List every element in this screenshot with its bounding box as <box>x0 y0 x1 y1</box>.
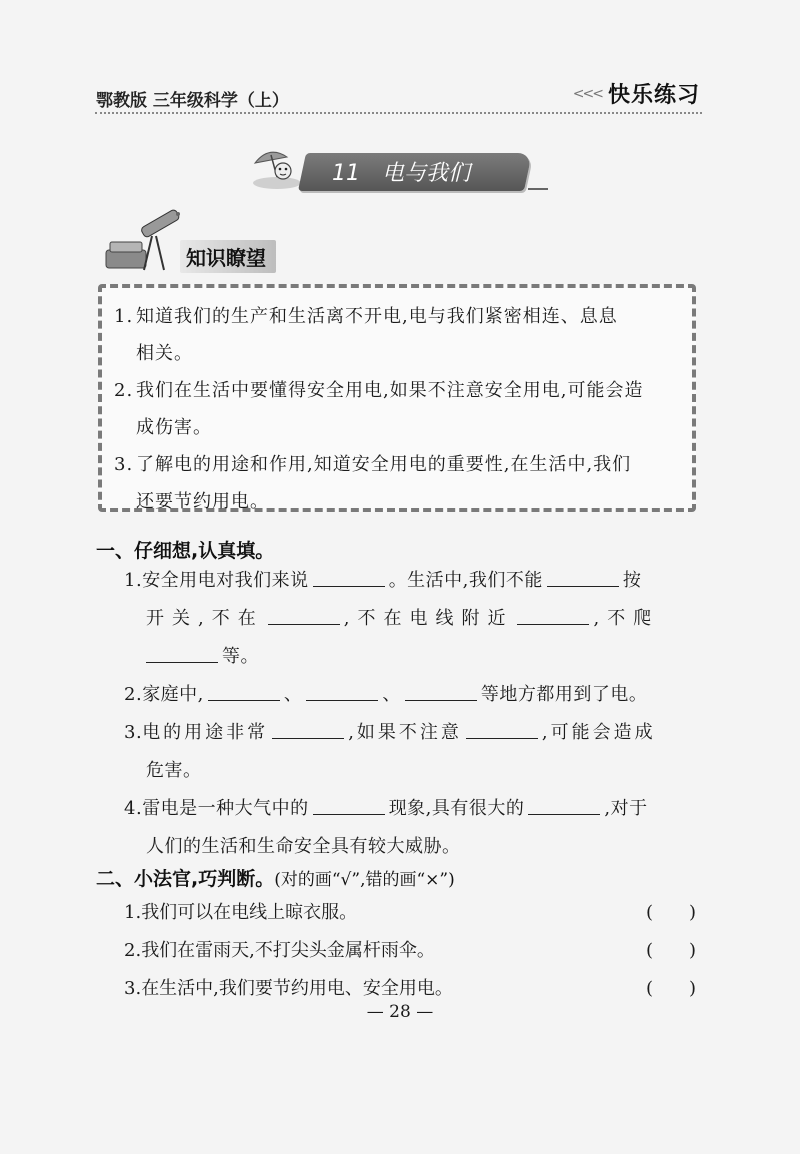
answer-blank[interactable] <box>405 676 477 701</box>
page-number: — 28 — <box>366 1002 434 1022</box>
section-fill-title: 一、仔细想,认真填。 <box>96 540 275 562</box>
answer-parentheses[interactable]: ( ) <box>645 902 696 923</box>
answer-blank[interactable] <box>517 600 589 625</box>
question-text: ,对于 <box>604 798 648 819</box>
question-text: ,如果不注意 <box>348 722 462 743</box>
answer-blank[interactable] <box>208 676 280 701</box>
question-text: 我们在雷雨天,不打尖头金属杆雨伞。 <box>141 940 435 961</box>
question-text: ,可能会造成 <box>541 722 656 743</box>
question-4 <box>124 790 696 866</box>
question-2 <box>124 676 696 714</box>
question-number: 1. <box>124 902 142 923</box>
question-text: 我们可以在电线上晾衣服。 <box>141 902 358 923</box>
item-line: 相关。 <box>136 343 193 364</box>
question-3 <box>124 714 696 790</box>
lesson-heading <box>332 158 470 190</box>
question-number: 3. <box>124 722 143 743</box>
question-number: 1. <box>124 570 143 591</box>
question-text: 安全用电对我们来说 <box>142 570 309 591</box>
knowledge-item <box>114 372 678 446</box>
question-text: 危害。 <box>146 760 202 781</box>
question-number: 4. <box>124 798 143 819</box>
series-label: 快乐练习 <box>607 83 700 108</box>
telescope-icon <box>100 208 186 274</box>
question-text: 雷电是一种大气中的 <box>142 798 309 819</box>
answer-blank[interactable] <box>306 676 378 701</box>
answer-blank[interactable] <box>466 714 538 739</box>
answer-blank[interactable] <box>528 790 600 815</box>
section-judge-title <box>96 864 455 891</box>
lesson-title: 电与我们 <box>382 161 471 186</box>
knowledge-item <box>114 298 678 372</box>
knowledge-item <box>114 446 678 520</box>
answer-blank[interactable] <box>547 562 619 587</box>
book-title: 鄂教版 三年级科学（上） <box>96 91 289 111</box>
question-text: ,不在电线附近 <box>343 608 514 629</box>
question-text: 电的用途非常 <box>142 722 269 743</box>
question-text: 等地方都用到了电。 <box>480 684 648 705</box>
question-text: 人们的生活和生命安全具有较大威胁。 <box>146 836 461 857</box>
item-line: 知道我们的生产和生活离不开电,电与我们紧密相连、息息 <box>136 306 618 327</box>
item-number: 2. <box>114 380 134 401</box>
chevrons-icon: <<< <box>572 85 602 102</box>
knowledge-heading: 知识瞭望 <box>180 240 276 273</box>
series-title <box>573 78 700 109</box>
banner-underline <box>528 188 548 190</box>
question-text: ,不爬 <box>593 608 660 629</box>
item-line: 我们在生活中要懂得安全用电,如果不注意安全用电,可能会造 <box>136 380 644 401</box>
question-text: 开关,不在 <box>146 608 264 629</box>
question-number: 2. <box>124 940 142 961</box>
umbrella-cartoon-icon <box>247 143 307 191</box>
question-number: 3. <box>124 978 142 999</box>
answer-blank[interactable] <box>272 714 344 739</box>
section-judge-note: (对的画“√”,错的画“×”) <box>274 870 455 890</box>
question-number: 2. <box>124 684 143 705</box>
question-text: 等。 <box>222 646 259 667</box>
answer-blank[interactable] <box>313 790 385 815</box>
question-text: 家庭中, <box>142 684 204 705</box>
header-divider <box>95 112 702 114</box>
item-number: 1. <box>114 306 134 327</box>
answer-blank[interactable] <box>146 638 218 663</box>
question-1 <box>124 562 696 676</box>
answer-parentheses[interactable]: ( ) <box>645 940 696 961</box>
knowledge-box <box>98 284 696 512</box>
question-text: 现象,具有很大的 <box>388 798 525 819</box>
answer-blank[interactable] <box>313 562 385 587</box>
item-line: 了解电的用途和作用,知道安全用电的重要性,在生活中,我们 <box>136 454 632 475</box>
question-text: 、 <box>382 684 401 705</box>
judge-item <box>124 932 696 970</box>
question-text: 、 <box>283 684 303 705</box>
item-line: 成伤害。 <box>136 417 212 438</box>
section-judge-heading: 二、小法官,巧判断。 <box>96 868 275 890</box>
question-text: 按 <box>622 570 642 591</box>
question-text: 。生活中,我们不能 <box>388 570 543 591</box>
item-line: 还要节约用电。 <box>136 491 269 512</box>
item-number: 3. <box>114 454 134 475</box>
question-text: 在生活中,我们要节约用电、安全用电。 <box>141 978 453 999</box>
answer-blank[interactable] <box>268 600 340 625</box>
answer-parentheses[interactable]: ( ) <box>645 978 696 999</box>
judge-item <box>124 894 696 932</box>
lesson-number: 11 <box>332 161 360 186</box>
